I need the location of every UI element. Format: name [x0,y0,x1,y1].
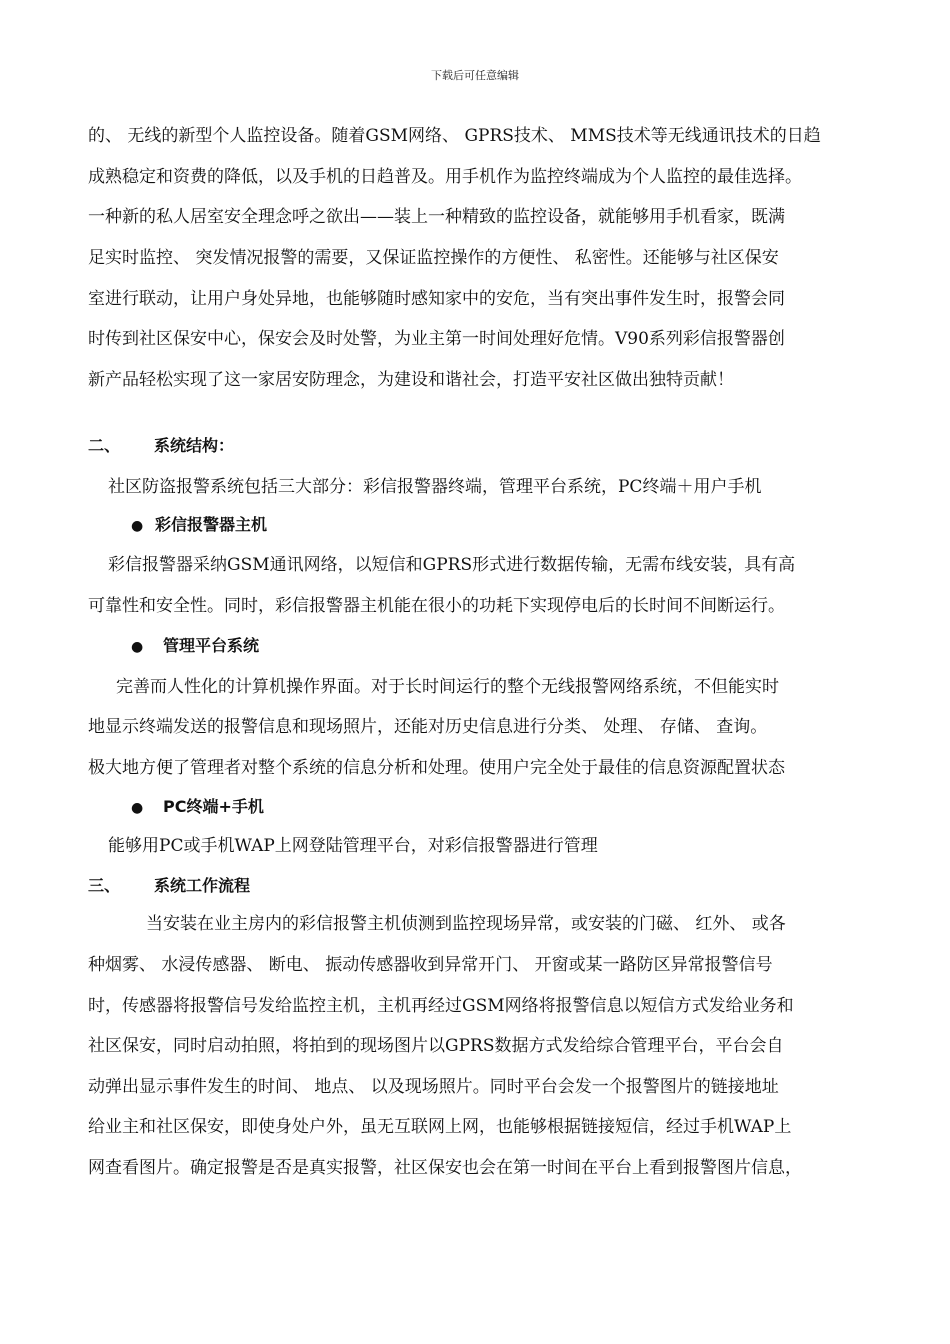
section-heading-workflow [88,874,250,898]
paragraph-line: 极大地方便了管理者对整个系统的信息分析和处理。使用户完全处于最佳的信息资源配置状态 [88,758,785,778]
section-title: 系统工作流程 [154,876,251,895]
bullet-icon: ● [131,800,144,816]
paragraph-line: 彩信报警器采纳GSM通讯网络，以短信和GPRS形式进行数据传输，无需布线安装，具有高 [108,555,796,575]
bullet-item-platform [131,634,259,659]
intro-line: 的、 无线的新型个人监控设备。随着GSM网络、 GPRS技术、 MMS技术等无线通讯技术的日趋 [88,126,821,146]
intro-line: 时传到社区保安中心，保安会及时处警，为业主第一时间处理好危情。V90系列彩信报警器创 [88,329,785,349]
intro-line: 一种新的私人居室安全理念呼之欲出——装上一种精致的监控设备，就能够用手机看家，既满 [88,207,785,227]
page-header: 下载后可任意编辑 [431,69,519,82]
intro-line: 成熟稳定和资费的降低，以及手机的日趋普及。用手机作为监控终端成为个人监控的最佳选择。 [88,167,802,187]
bullet-title: PC终端+手机 [163,797,264,816]
paragraph-line: 网查看图片。确定报警是否是真实报警，社区保安也会在第一时间在平台上看到报警图片信息， [88,1158,802,1178]
paragraph-line: 可靠性和安全性。同时，彩信报警器主机能在很小的功耗下实现停电后的长时间不间断运行。 [88,596,785,616]
section-title: 系统结构： [154,436,235,455]
paragraph-line: 社区保安，同时启动拍照，将拍到的现场图片以GPRS数据方式发给综合管理平台，平台会自 [88,1036,784,1056]
bullet-icon: ● [131,518,144,534]
paragraph-line: 能够用PC或手机WAP上网登陆管理平台，对彩信报警器进行管理 [108,836,598,856]
bullet-title: 管理平台系统 [163,636,260,655]
paragraph-line: 时，传感器将报警信号发给监控主机，主机再经过GSM网络将报警信息以短信方式发给业务和 [88,996,794,1016]
paragraph-line: 给业主和社区保安，即使身处户外，虽无互联网上网，也能够根据链接短信，经过手机WAP上 [88,1117,792,1137]
section-number: 二、 [88,436,121,455]
paragraph-line: 动弹出显示事件发生的时间、 地点、 以及现场照片。同时平台会发一个报警图片的链接地址 [88,1077,779,1097]
bullet-item-terminal [131,513,267,538]
paragraph-line: 种烟雾、 水浸传感器、 断电、 振动传感器收到异常开门、 开窗或某一路防区异常报警信号 [88,955,773,975]
intro-line: 足实时监控、 突发情况报警的需要，又保证监控操作的方便性、 私密性。还能够与社区保安 [88,248,779,268]
bullet-icon: ● [131,639,144,655]
paragraph-line: 当安装在业主房内的彩信报警主机侦测到监控现场异常，或安装的门磁、 红外、 或各 [146,914,786,934]
paragraph-line: 完善而人性化的计算机操作界面。对于长时间运行的整个无线报警网络系统，不但能实时 [116,677,779,697]
intro-line: 室进行联动，让用户身处异地，也能够随时感知家中的安危，当有突出事件发生时，报警会同 [88,289,785,309]
section-number: 三、 [88,876,121,895]
bullet-title: 彩信报警器主机 [155,515,268,534]
intro-line: 新产品轻松实现了这一家居安防理念，为建设和谐社会，打造平安社区做出独特贡献！ [88,370,734,390]
paragraph-line: 地显示终端发送的报警信息和现场照片，还能对历史信息进行分类、 处理、 存储、 查询。 [88,717,768,737]
section-summary: 社区防盗报警系统包括三大部分：彩信报警器终端，管理平台系统，PC终端＋用户手机 [108,477,762,497]
bullet-item-pc-mobile [131,795,264,820]
section-heading-structure [88,434,234,458]
